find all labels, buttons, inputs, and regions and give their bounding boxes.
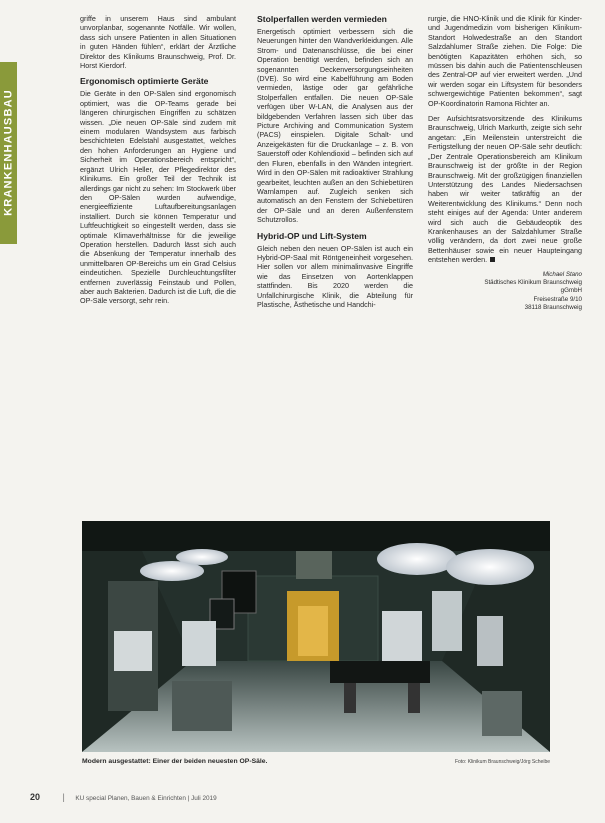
text-column-1 xyxy=(80,14,236,306)
page-number: 20 xyxy=(30,792,41,802)
text-column-2 xyxy=(257,14,413,309)
text-column-3 xyxy=(428,14,582,313)
col2-paragraph-2: Gleich neben den neuen OP-Sälen ist auch ein Hybrid-OP-Saal mit Röntgeneinheit vorgesehen. Hier sollen vor allem minimalinvasive Eingriffe wie das Einsetzen von Aortenklappen stattfinden. Bis 2020 werden die Unfallchirurgische Klinik, die Abteilung für Plastische, Ästhetische und Handchi- xyxy=(257,243,413,309)
author-org-2: gGmbH xyxy=(560,287,582,295)
col2-paragraph-1: Energetisch optimiert verbessern sich die Neuerungen hinter den Wandverkleidungen. Alle Strom- und Datenanschlüsse, die bei einer Operation benötigt werden, befinden sich an sogenannten Deckenversorgungseinheiten (DVE). So wird eine Kabelführung am Boden vermieden, lästige oder gar gefährliche Stolperfallen entfallen. Die neuen OP-Säle verfügen über W-LAN, die Analysen aus der bildgebenden Verfahren lassen sich über das Picture Archiving and Communication System (PACS) einspielen. Digitale Schalt- und Anzeigekästen für die Druckanlage – z. B. von Sauerstoff oder Kohlendioxid – befinden sich auf den Fluren, ebenfalls in den Wänden integriert. Wird in den OP-Sälen mit radioaktiver Strahlung gearbeitet, leuchten außen an den Schiebetüren Warnlampen auf. Zugleich senken sich automatisch an den Fenstern der Schiebetüren der OP-Säle und an deren Außenfenstern Schutzrollos. xyxy=(257,27,413,225)
photo-caption: Modern ausgestattet: Einer der beiden neuesten OP-Säle. xyxy=(82,758,268,765)
section-sidebar xyxy=(0,62,17,244)
author-city: 38118 Braunschweig xyxy=(524,304,582,312)
author-name: Michael Stano xyxy=(542,270,582,278)
author-address: Freisestraße 9/10 xyxy=(533,295,582,303)
photo-caption-row xyxy=(82,758,550,765)
col1-paragraph-2: Die Geräte in den OP-Sälen sind ergonomisch optimiert, was die OP-Teams gerade bei längeren chirurgischen Eingriffen zu schätzen wissen. „Die neuen OP-Säle sind zudem mit einem modularen Wandsystem aus farbisch beschichteten Edelstahl ausgestattet, welches den hohen Anforderungen an Hygiene und Sicherheit im Operationsbereich entspricht“, ergänzt Ulrich Heller, der Pflegedirektor des Klinikums. Ein großer Teil der Technik ist allerdings gar nicht zu sehen: Im Stockwerk über den OP-Sälen wurden aufwendige, energieeffiziente Luftaufbereitungsanlagen installiert. Durch sie können Temperatur und Luftfeuchtigkeit so eingestellt werden, dass sie optimale Klimaverhältnisse für die jeweilige Operation herstellen. Dadurch lässt sich auch die Absenkung der Temperatur innerhalb des unmittelbaren OP-Bereichs um ein Grad Celsius eindeutichen. Spezielle Durchleuchtungsfilter entfernen zuverlässig Feinstaub und Pollen, aber auch Bakterien. Dadurch ist die Luft, die die OP-Säle versorgt, sehr rein. xyxy=(80,89,236,306)
col2-heading-2: Hybrid-OP und Lift-System xyxy=(257,230,367,241)
page-footer xyxy=(30,792,217,802)
col3-paragraph-2-wrap xyxy=(428,114,582,265)
col1-paragraph-1: griffe in unserem Haus sind ambulant unvorplanbar, sogenannte Notfälle. Wir wollen, dass sich unsere Patienten in allen Situationen in guten Händen fühlen“, erklärt der Ärztliche Direktor des Klinikums Braunschweig, Prof. Dr. Horst Kierdorf. xyxy=(80,14,236,71)
author-org-1: Städtisches Klinikum Braunschweig xyxy=(484,278,582,286)
col3-paragraph-1: rurgie, die HNO-Klinik und die Klinik für Kinder- und Jugendmedizin vom bisherigen Klinikum-Standort Holwedestraße an den Standort Salzdahlumer Straße ziehen. Die Folge: Die benötigten Kapazitäten erhöhen sich, so müssen bis dahin auch die Patientenschleusen des Zentral-OP auf vier erweitert werden. „Und wir werden sogar ein Liftsystem für besonders schwergewichtige Patienten bekommen“, sagt OP-Koordinatorin Ramona Richter an. xyxy=(428,14,582,108)
col2-heading-1: Stolperfallen werden vermieden xyxy=(257,14,387,24)
end-mark xyxy=(490,257,495,262)
photo-credit: Foto: Klinikum Braunschweig/Jörg Scheibe xyxy=(454,759,550,765)
publication-info: KU special Planen, Bauen & Einrichten | Juli 2019 xyxy=(75,795,217,802)
section-label: KRANKENHAUSBAU xyxy=(2,89,15,216)
operating-room-photo xyxy=(82,521,550,752)
footer-separator: | xyxy=(62,792,65,802)
col3-paragraph-2: Der Aufsichtsratsvorsitzende des Klinikums Braunschweig, Ulrich Markurth, zeigte sich sehr angetan: „Ein Meilenstein unterstreicht die Fertigstellung der neuen OP-Säle sehr deutlich: „Der Zentrale Operationsbereich am Klinikum Braunschweig ist der größte in der Region Braunschweig. Mit der großzügigen finanziellen Unterstützung des Landes Niedersachsen haben wir weiter tatkräftig an der Weiterentwicklung des Klinikums.“ Denn noch steht einiges auf der Agenda: Unter anderem wird sich auch die Gebäudeoptik des Krankenhauses an der Salzdahlumer Straße völlig verändern, da dort zwei neue große Bettenhäuser sowie ein neuer Haupteingang entstehen werden. xyxy=(428,114,582,265)
col1-heading-1: Ergonomisch optimierte Geräte xyxy=(80,76,209,87)
author-signature xyxy=(428,271,582,313)
operating-room-illustration xyxy=(82,521,550,752)
